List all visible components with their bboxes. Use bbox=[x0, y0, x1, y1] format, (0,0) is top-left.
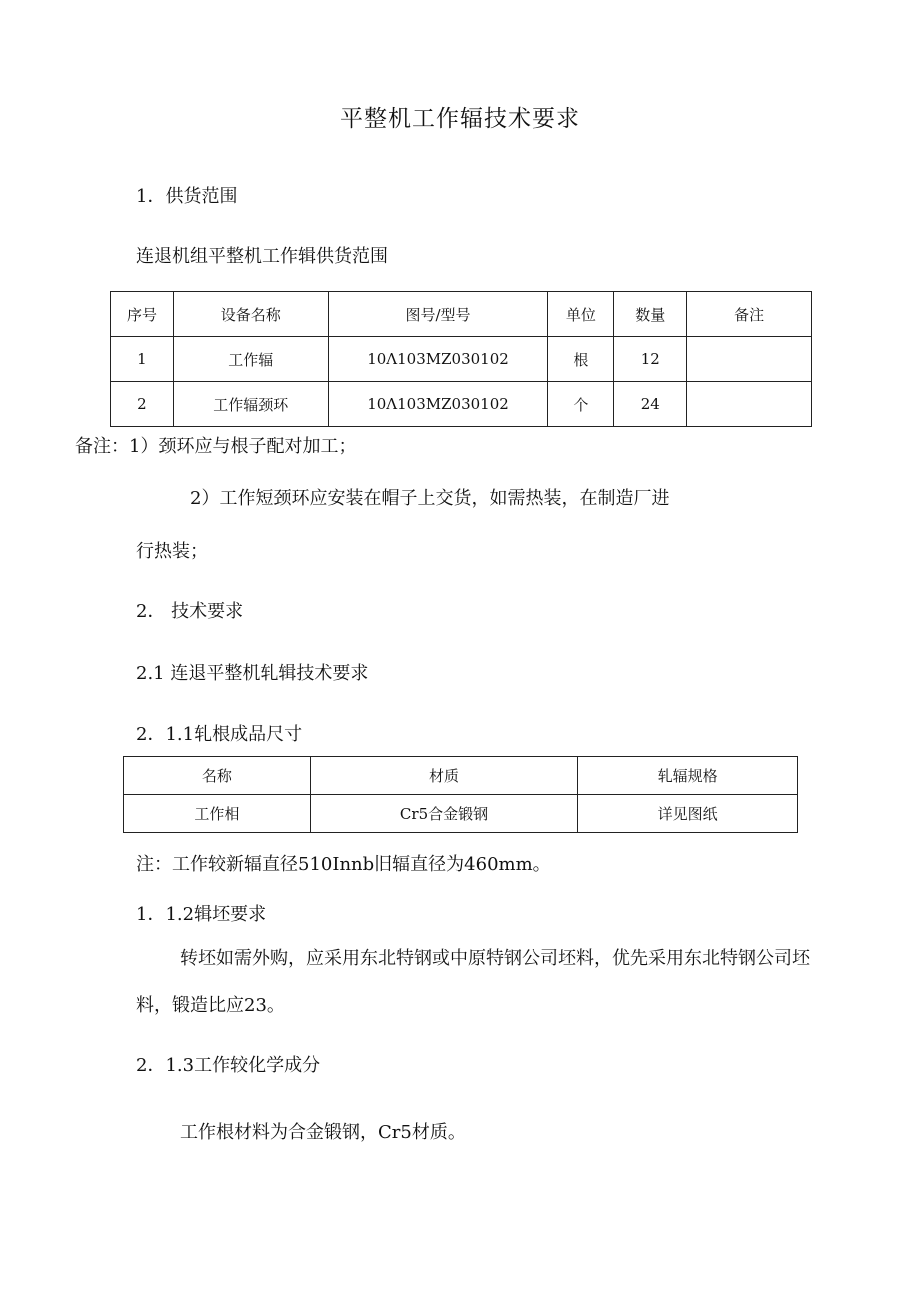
table-cell: 24 bbox=[614, 382, 687, 427]
table-header-cell: 名称 bbox=[124, 757, 311, 795]
table-header-row bbox=[124, 757, 798, 795]
table-header-cell: 材质 bbox=[310, 757, 578, 795]
table-header-row bbox=[111, 292, 812, 337]
table-cell: 工作辐颈环 bbox=[173, 382, 328, 427]
table-cell bbox=[687, 382, 812, 427]
supply-scope-table bbox=[110, 291, 812, 427]
table-cell: 10Λ103MZ030102 bbox=[328, 382, 548, 427]
section-2-1-3-heading: 2．1.3工作较化学成分 bbox=[136, 1055, 321, 1076]
table-row bbox=[124, 795, 798, 833]
table-cell: 工作辐 bbox=[173, 337, 328, 382]
section-2-heading: 2． 技术要求 bbox=[136, 601, 244, 622]
table-header-cell: 图号/型号 bbox=[328, 292, 548, 337]
chemistry-paragraph: 工作根材料为合金锻钢，Cr5材质。 bbox=[180, 1122, 466, 1143]
section-1-1-2-heading: 1．1.2辑坯要求 bbox=[136, 904, 267, 925]
table-cell: 工作相 bbox=[124, 795, 311, 833]
table-header-cell: 备注 bbox=[687, 292, 812, 337]
table-header-cell: 轧辐规格 bbox=[578, 757, 798, 795]
section-2-1-heading: 2.1 连退平整机轧辑技术要求 bbox=[136, 663, 369, 684]
table-cell bbox=[687, 337, 812, 382]
table-cell: 根 bbox=[548, 337, 614, 382]
roll-spec-table bbox=[123, 756, 798, 833]
note-line-1: 备注：1）颈环应与根子配对加工； bbox=[75, 436, 357, 457]
billet-paragraph-line-2: 料，锻造比应23。 bbox=[136, 995, 285, 1016]
section-1-subtitle: 连退机组平整机工作辑供货范围 bbox=[136, 246, 388, 267]
page-title: 平整机工作辐技术要求 bbox=[340, 106, 580, 132]
table-cell: Cr5合金锻钢 bbox=[310, 795, 578, 833]
table-cell: 12 bbox=[614, 337, 687, 382]
table-cell: 个 bbox=[548, 382, 614, 427]
table-row bbox=[111, 382, 812, 427]
table-cell: 详见图纸 bbox=[578, 795, 798, 833]
section-1-heading: 1．供货范围 bbox=[136, 186, 238, 207]
table-header-cell: 设备名称 bbox=[173, 292, 328, 337]
table-row bbox=[111, 337, 812, 382]
table-cell: 2 bbox=[111, 382, 174, 427]
note-line-3: 行热装； bbox=[136, 541, 208, 562]
table-header-cell: 数量 bbox=[614, 292, 687, 337]
roll-diameter-note: 注：工作较新辐直径510Innb旧辐直径为460mm。 bbox=[136, 854, 551, 875]
billet-paragraph-line-1: 转坯如需外购，应采用东北特钢或中原特钢公司坯料，优先采用东北特钢公司坯 bbox=[180, 948, 810, 969]
note-line-2: 2）工作短颈环应安装在帽子上交货，如需热装，在制造厂进 bbox=[190, 488, 670, 509]
table-header-cell: 序号 bbox=[111, 292, 174, 337]
section-2-1-1-heading: 2．1.1轧根成品尺寸 bbox=[136, 724, 303, 745]
table-header-cell: 单位 bbox=[548, 292, 614, 337]
table-cell: 1 bbox=[111, 337, 174, 382]
table-cell: 10Λ103MZ030102 bbox=[328, 337, 548, 382]
